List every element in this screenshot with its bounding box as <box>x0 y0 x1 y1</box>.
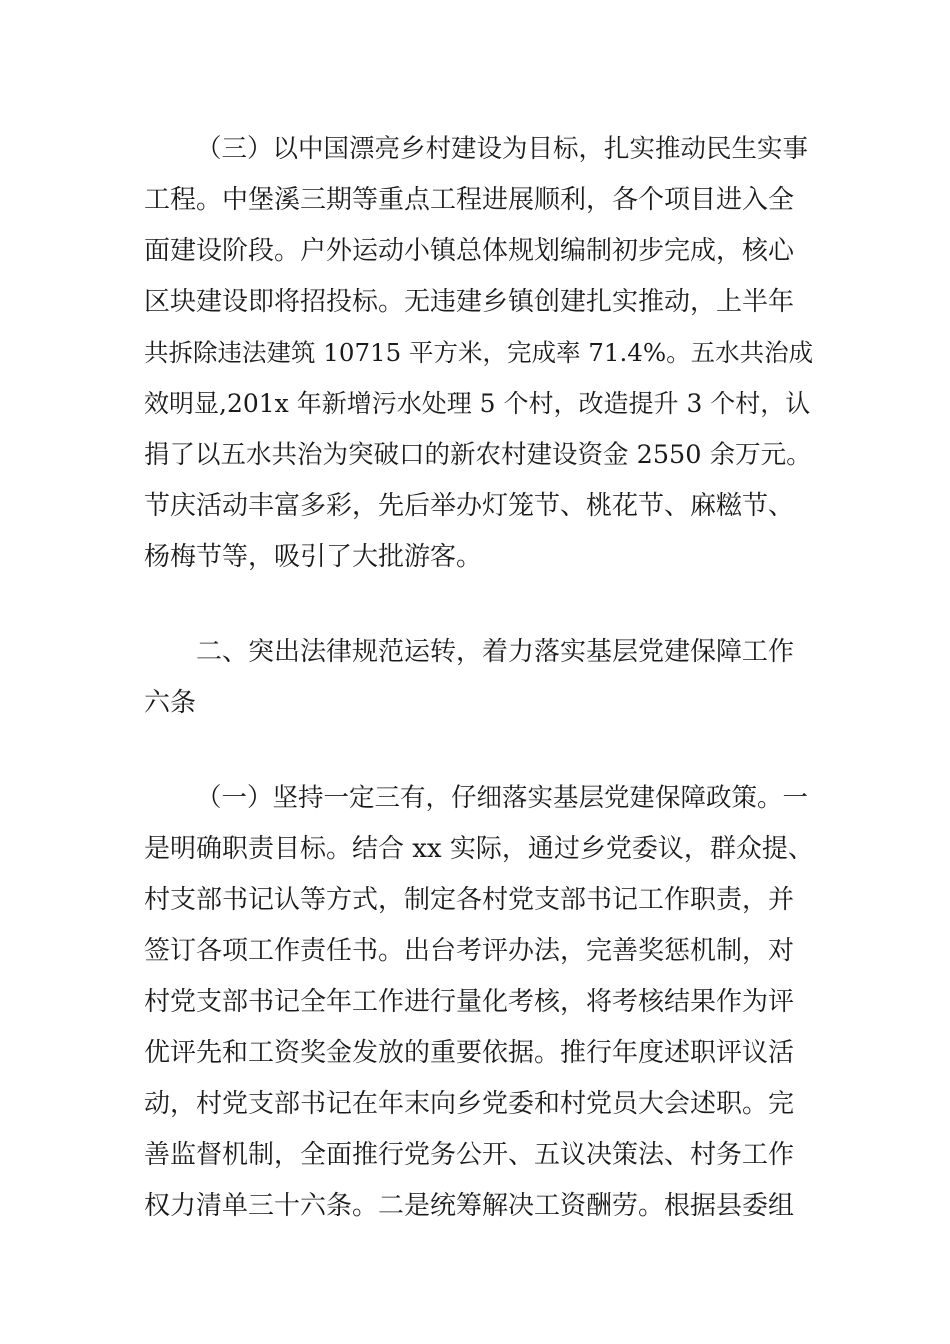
paragraph-3-line-9: 权力清单三十六条。二是统筹解决工资酬劳。根据县委组 <box>144 1191 795 1221</box>
paragraph-3-line-2: 是明确职责目标。结合 xx 实际，通过乡党委议，群众提、 <box>144 834 814 864</box>
paragraph-3-line-4: 签订各项工作责任书。出台考评办法，完善奖惩机制，对 <box>144 936 795 966</box>
paragraph-1-line-6: 效明显,201x 年新增污水处理 5 个村，改造提升 3 个村，认 <box>144 389 811 418</box>
paragraph-1-line-3: 面建设阶段。户外运动小镇总体规划编制初步完成，核心 <box>144 236 795 266</box>
paragraph-3-line-6: 优评先和工资奖金发放的重要依据。推行年度述职评议活 <box>144 1038 795 1068</box>
paragraph-1-line-9: 杨梅节等，吸引了大批游客。 <box>144 542 483 572</box>
paragraph-1-line-7: 捐了以五水共治为突破口的新农村建设资金 2550 余万元。 <box>144 440 812 470</box>
paragraph-1-line-5: 共拆除违法建筑 10715 平方米，完成率 71.4%。五水共治成 <box>144 338 814 367</box>
paragraph-1-line-2: 工程。中堡溪三期等重点工程进展顺利，各个项目进入全 <box>144 185 795 215</box>
paragraph-3-line-5: 村党支部书记全年工作进行量化考核，将考核结果作为评 <box>144 987 795 1017</box>
paragraph-3-line-1: （一）坚持一定三有，仔细落实基层党建保障政策。一 <box>196 783 809 813</box>
paragraph-3-line-7: 动，村党支部书记在年末向乡党委和村党员大会述职。完 <box>144 1089 795 1119</box>
paragraph-3-line-8: 善监督机制，全面推行党务公开、五议决策法、村务工作 <box>144 1140 795 1170</box>
section-heading-line-2: 六条 <box>144 688 197 718</box>
section-heading-line-1: 二、突出法律规范运转，着力落实基层党建保障工作 <box>196 637 795 667</box>
paragraph-1-line-4: 区块建设即将招投标。无违建乡镇创建扎实推动，上半年 <box>144 287 795 317</box>
paragraph-1-line-8: 节庆活动丰富多彩，先后举办灯笼节、桃花节、麻糍节、 <box>144 491 795 521</box>
paragraph-3-line-3: 村支部书记认等方式，制定各村党支部书记工作职责，并 <box>144 885 795 915</box>
paragraph-1-line-1: （三）以中国漂亮乡村建设为目标，扎实推动民生实事 <box>196 134 809 164</box>
